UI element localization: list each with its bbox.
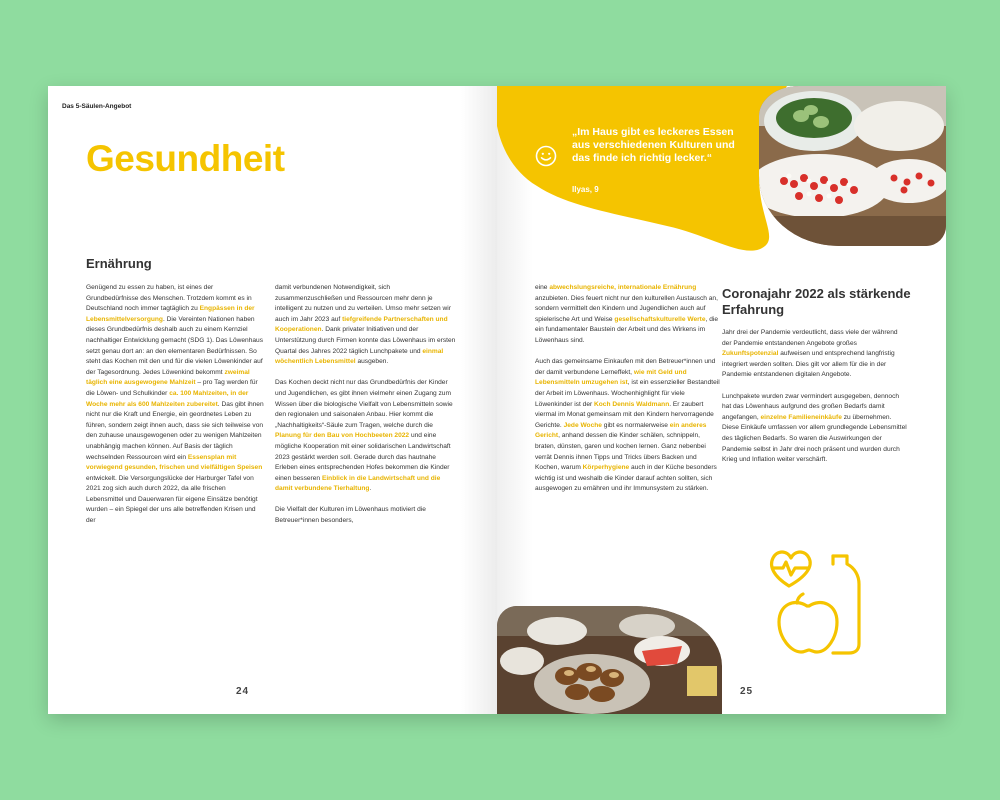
text-column-2: [275, 283, 456, 537]
body-text: Jahr drei der Pandemie verdeutlicht, dass viele der während der Pandemie entstandenen Angebote großes: [722, 329, 898, 347]
photo-food-buffet: [497, 606, 722, 714]
body-text: Auch das gemeinsame Einkaufen mit den Betreuer*innen und der damit verbundene Lerneffekt,: [535, 358, 716, 376]
smiley-icon: [535, 145, 557, 167]
highlighted-text: tiefgreifende Partnerschaften und Kooperationen: [275, 315, 448, 334]
highlighted-text: Einblick in die Landwirtschaft und die damit verbundene Tierhaltung: [275, 474, 441, 493]
highlighted-text: Essensplan mit vorwiegend gesunden, frischen und vielfältigen Speisen: [86, 453, 263, 472]
highlighted-text: ca. 100 Mahlzeiten, in der Woche mehr als 600 Mahlzeiten zubereitet: [86, 389, 249, 408]
paragraph: [722, 328, 907, 381]
body-text: aufweisen und entsprechend langfristig integriert werden sollten. Dies gilt vor allem für die in der Pandemie entstandenen digitalen Angebote.: [722, 350, 895, 379]
body-text: eine: [535, 284, 550, 291]
highlighted-text: einmal wöchentlich Lebensmittel: [275, 347, 444, 366]
highlighted-text: gesellschaftskulturelle Werte: [614, 315, 706, 323]
paragraph: [275, 505, 456, 526]
paragraph: [722, 392, 907, 466]
page-number: 24: [236, 686, 250, 697]
body-text: ausgeben.: [355, 358, 389, 366]
body-text: anzubieten. Dies feuert nicht nur den kulturellen Austausch an, sondern vermittelt den Kindern und Jugendlichen auch auf spielerische Art und Weise: [535, 294, 718, 323]
paragraph: [535, 283, 720, 347]
page-title: Gesundheit: [86, 138, 285, 179]
body-text: Lunchpakete wurden zwar vermindert ausgegeben, dennoch hat das Löwenhaus aufgrund des großen Bedarfs damit angefangen,: [722, 392, 900, 421]
body-text: Das Kochen deckt nicht nur das Grundbedürfnis der Kinder und Jugendlichen, es gibt ihnen vielmehr einen Zugang zum Wissen über die biologische Vielfalt von Lebensmitteln sowie den regionalen und saisonalen Anbau. Hier kommt die „Nachhaltigkeits“-Säule zum Tragen, welche durch die: [275, 379, 453, 429]
body-text: Genügend zu essen zu haben, ist eines der Grundbedürfnisse des Menschen. Trotzdem kommt es in Deutschland noch immer tagtäglich zu: [86, 284, 252, 313]
text-column-1: [86, 283, 264, 537]
paragraph: [275, 378, 456, 495]
quote-author: Ilyas, 9: [572, 185, 599, 194]
body-text: zu übernehmen. Diese Einkäufe umfassen vor allem grundlegende Lebensmittel des täglichen Bedarfs. So waren die Auswirkungen der Pandemie selbst in Jahr drei noch präsent und wurden durch Krieg und Inflation weiter verschärft.: [722, 413, 907, 464]
body-text: damit verbundenen Notwendigkeit, sich zusammenzuschließen und Ressourcen mehr denn je intelligent zu nutzen und zu verteilen. Umso mehr setzen wir auch im Jahr 2023 auf: [275, 284, 451, 323]
highlighted-text: wie mit Geld und Lebensmitteln umzugehen ist: [535, 368, 687, 387]
body-text: Die Vielfalt der Kulturen im Löwenhaus motiviert die Betreuer*innen besonders,: [275, 506, 426, 525]
body-text: . Die Vereinten Nationen haben dieses Grundbedürfnis deshalb auch zu einem Kernziel nachhaltiger Entwicklung gemacht (SDG 1). Das Löwenhaus setzt genau dort an: an den elementaren Bedürfnissen. So steht das Kochen mit den und für die vielen Löwenkinder auf der Tagesordnung. Jedes Löwenkind bekommt: [86, 315, 264, 376]
body-text: gibt es normalerweise: [601, 421, 670, 429]
magazine-spread: [48, 86, 946, 714]
running-head: Das 5-Säulen-Angebot: [62, 103, 132, 110]
page-number: 25: [740, 686, 754, 697]
body-text: auch in der Küche besonders wichtig ist und weshalb die Kinder darauf achten sollten, sich ausgewogen zu ernähren und ihr Immunsystem zu stärken.: [535, 464, 717, 493]
body-text: . Das gibt ihnen nicht nur die Kraft und Energie, ein geordnetes Leben zu führen, sondern zeigt ihnen auch, dass sie sich teilweise von den zuhause unausgewogenen oder zu wenigen Mahlzeiten unabhängig machen können. Auf Basis der täglich wechselnden Ressourcen wird ein: [86, 400, 264, 461]
highlighted-text: einzelne Familieneinkäufe: [760, 413, 842, 421]
body-text: . Dank privater Initiativen und der Unterstützung durch Firmen konnte das Löwenhaus im ersten Quartal des Jahres 2022 täglich Lunchpakete und: [275, 326, 456, 355]
body-text: , die ein fundamentaler Baustein der Arbeit und des Wirkens im Löwenhaus sind.: [535, 315, 719, 344]
highlighted-text: Jede Woche: [563, 421, 602, 429]
photo-food-skewers: [759, 86, 946, 246]
right-page: [497, 86, 946, 714]
highlighted-text: Zukunftspotenzial: [722, 350, 779, 358]
highlighted-text: Koch Dennis Waldmann: [594, 400, 670, 408]
body-text: , ist ein essenzieller Bestandteil der Arbeit im Löwenhaus. Wochenhighlight für viele Löwenkinder ist der: [535, 379, 720, 408]
text-column-4: [722, 328, 907, 476]
section-heading: Ernährung: [86, 256, 152, 271]
body-text: . Er zaubert viermal im Monat gemeinsam mit den Kindern hervorragende Gerichte.: [535, 400, 714, 429]
left-page: [48, 86, 497, 714]
paragraph: [535, 357, 720, 495]
highlighted-text: abwechslungsreiche, internationale Ernährung: [549, 284, 697, 291]
quote-text: „Im Haus gibt es leckeres Essen aus verschiedenen Kulturen und das finde ich richtig lecker.“: [572, 126, 735, 165]
body-text: entwickelt. Die Versorgungslücke der Harburger Tafel von 2021 zog sich auch durch 2022, da alle frischen Lebensmittel und Dauerwaren für eigene Einsätze benötigt wurden – ein Spiegel der uns alle betreffenden Krisen und der: [86, 474, 258, 525]
paragraph: [275, 283, 456, 368]
section-heading-corona: Coronajahr 2022 als stärkende Erfahrung: [722, 286, 911, 317]
heart-apple-bottle-icon: [767, 548, 877, 663]
text-column-3: [535, 283, 720, 505]
highlighted-text: ein anderes Gericht: [535, 421, 707, 440]
body-text: und eine mögliche Kooperation mit einer solidarischen Landwirtschaft 2023 gestärkt werden soll. Gerade durch das hautnahe Erleben eines entsprechenden Hofes bekommen die Kinder einen besseren: [275, 432, 451, 482]
body-text: , anhand dessen die Kinder schälen, schnippeln, braten, dünsten, garen und kochen lernen. Ganz nebenbei verrät Dennis ihnen Tipps und Tricks übers Backen und Kochen, warum: [535, 432, 706, 472]
highlighted-text: Körperhygiene: [582, 464, 630, 472]
body-text: .: [369, 485, 372, 493]
highlighted-text: Engpässen in der Lebensmittelversorgung: [86, 305, 255, 323]
highlighted-text: zweimal täglich eine ausgewogene Mahlzeit: [86, 368, 250, 387]
highlighted-text: Planung für den Bau von Hochbeeten 2022: [275, 432, 410, 440]
paragraph: [86, 283, 264, 527]
body-text: – pro Tag werden für die Löwen- und Schulkinder: [86, 379, 258, 397]
